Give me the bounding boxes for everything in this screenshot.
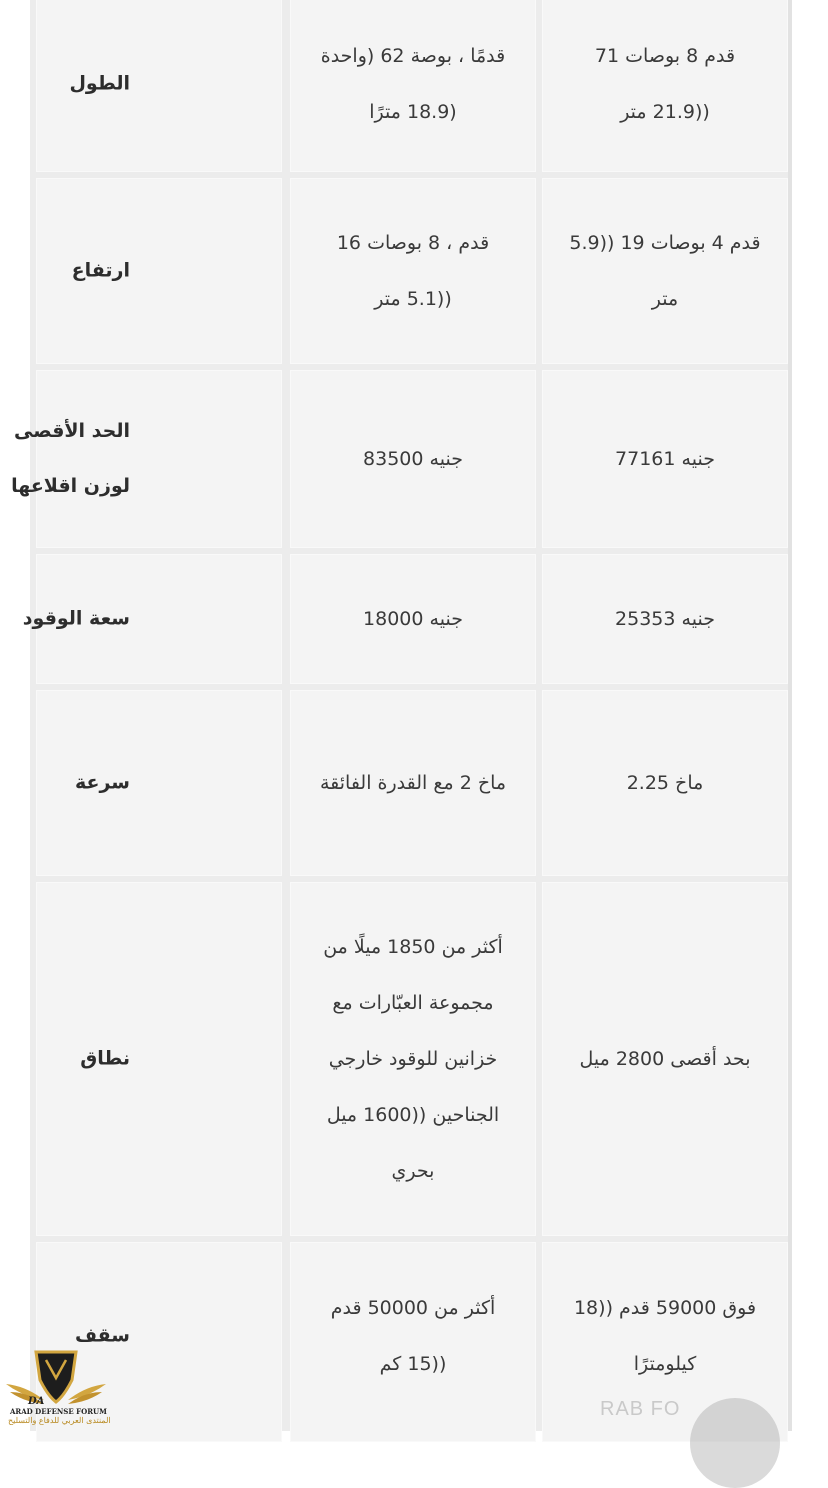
- watermark-arabic: المنتدى العربي للدفاع والتسليح: [8, 1416, 111, 1425]
- value-cell-right: [542, 370, 788, 548]
- value-cell-mid: [290, 178, 536, 364]
- row-label: الطول: [69, 72, 130, 95]
- row-label-cell: [22, 554, 282, 684]
- table-row: [30, 178, 792, 364]
- value-text: جنيه 25353: [615, 608, 715, 630]
- watermark-name: ARAD DEFENSE FORUM: [10, 1407, 107, 1416]
- value-cell-mid: [290, 1242, 536, 1442]
- value-cell-mid: [290, 0, 536, 172]
- value-text: قدم 8 بوصات 71 ((21.9 متر: [594, 45, 736, 123]
- value-text: أكثر من 50000 قدم ((15 كم: [330, 1297, 496, 1375]
- row-label: نطاق: [80, 1047, 130, 1070]
- value-cell-mid: [290, 690, 536, 876]
- value-text: قدم ، 8 بوصات 16 ((5.1 متر: [336, 232, 490, 310]
- watermark-letters: DA: [28, 1396, 45, 1407]
- value-text: جنيه 83500: [363, 448, 463, 470]
- value-cell-right: [542, 882, 788, 1236]
- row-label-cell: [36, 882, 282, 1236]
- value-text: ماخ 2.25: [626, 772, 704, 794]
- table-row: [30, 882, 792, 1236]
- value-text: أكثر من 1850 ميلًا من مجموعة العبّارات مع خزانين للوقود خارجي الجناحين ((1600 ميل بحري: [323, 936, 503, 1182]
- table-row: [22, 554, 792, 684]
- table-row: [30, 0, 792, 172]
- value-text: فوق 59000 قدم ((18 كيلومترًا: [573, 1297, 757, 1375]
- row-label-cell: [36, 178, 282, 364]
- table-row: [11, 370, 792, 548]
- value-text: قدم 4 بوصات 19 ((5.9 متر: [569, 232, 761, 310]
- row-label: ارتفاع: [71, 259, 130, 282]
- watermark-corner-text: RAB FO: [600, 1398, 681, 1420]
- value-cell-mid: [290, 370, 536, 548]
- row-label: الحد الأقصى لوزن اقلاعها: [11, 420, 130, 497]
- forum-watermark-logo: [4, 1346, 111, 1428]
- value-cell-mid: [290, 882, 536, 1236]
- row-label-cell: [36, 690, 282, 876]
- value-cell-mid: [290, 554, 536, 684]
- table-row: [30, 690, 792, 876]
- spec-comparison-table: [11, 0, 792, 1431]
- row-label-cell: [11, 370, 282, 548]
- page-margin: [792, 0, 828, 1431]
- value-text: بحد أقصى 2800 ميل: [579, 1048, 751, 1070]
- value-text: جنيه 18000: [363, 608, 463, 630]
- value-text: جنيه 77161: [615, 448, 715, 470]
- value-cell-right: [542, 690, 788, 876]
- row-label-cell: [36, 0, 282, 172]
- value-cell-right: [542, 0, 788, 172]
- value-cell-right: [542, 178, 788, 364]
- row-label: سرعة: [74, 771, 130, 794]
- row-label: سقف: [75, 1324, 130, 1347]
- value-text: ماخ 2 مع القدرة الفائقة: [319, 772, 507, 794]
- watermark-circle: [690, 1398, 780, 1488]
- row-label: سعة الوقود: [22, 607, 130, 630]
- value-cell-right: [542, 554, 788, 684]
- value-text: قدمًا ، بوصة 62 (واحدة (18.9 مترًا: [320, 45, 506, 123]
